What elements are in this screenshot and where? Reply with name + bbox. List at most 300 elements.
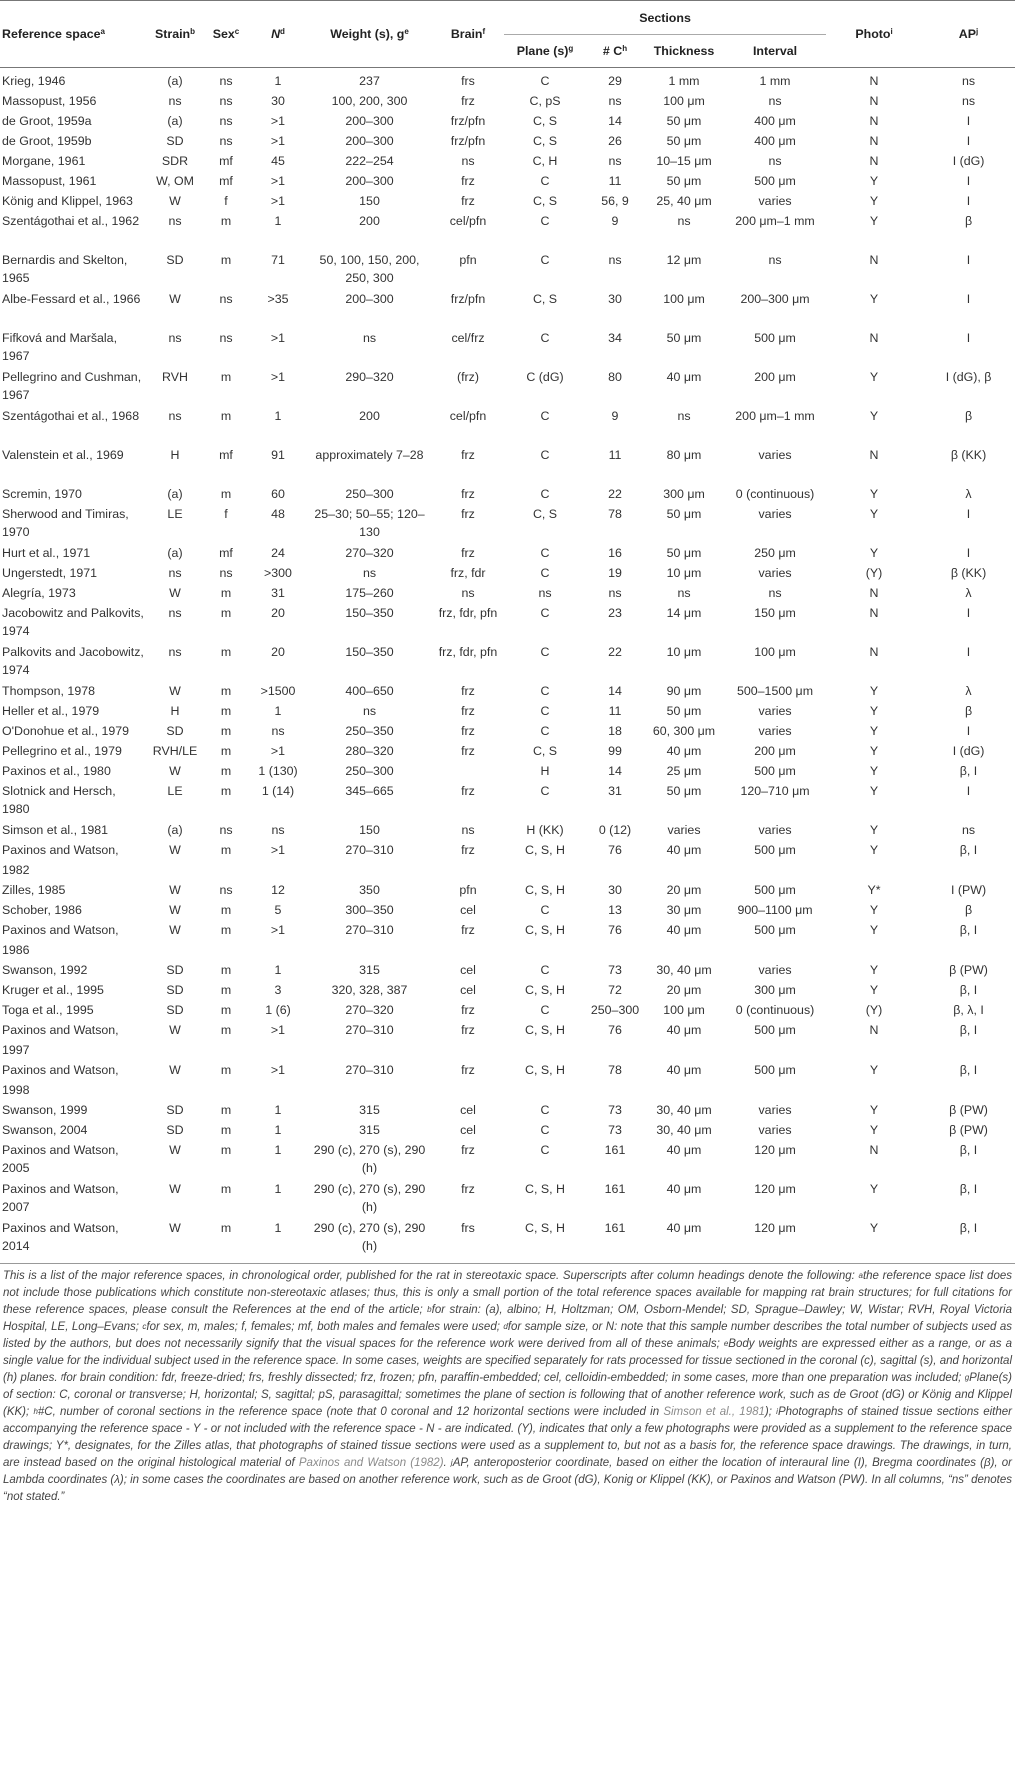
cell-thickness: 90 μm [666,684,702,698]
cell-weight: ns [362,704,377,718]
cell-thickness: 20 μm [666,883,702,897]
cell-photo: Y [869,963,879,977]
cell-interval: 500 μm [754,174,796,188]
cell-thickness: 30, 40 μm [656,1123,712,1137]
cell-interval: varies [758,1123,792,1137]
cell-sex: mf [219,154,233,168]
cell-ref: Jacobowitz and Palkovits, 1974 [2,606,144,638]
cell-nc: 78 [608,507,622,521]
table-row [0,1060,1015,1100]
cell-plane: C [540,253,550,267]
cell-interval: ns [768,253,782,267]
cell-strain: ns [168,566,182,580]
cell-brain: cel/pfn [449,409,487,423]
cell-nc: 26 [608,134,622,148]
cell-thickness: 40 μm [666,744,702,758]
cell-ref: Paxinos and Watson, 2005 [2,1143,119,1175]
cell-brain: frz [461,487,475,501]
table-body [0,68,1015,1258]
cell-nc: 23 [608,606,622,620]
cell-interval: varies [758,704,792,718]
cell-photo: Y [869,546,879,560]
cell-interval: varies [758,1103,792,1117]
cell-ap: β, λ, I [953,1003,984,1017]
cell-photo: Y [869,1182,879,1196]
cell-photo: Y [869,724,879,738]
cell-weight: 315 [359,1123,380,1137]
cell-interval: ns [768,94,782,108]
cell-thickness: 50 μm [666,174,702,188]
cell-brain: frz [461,744,475,758]
cell-ap: β, I [959,983,978,997]
cell-photo: Y [869,1123,879,1137]
cell-thickness: ns [677,586,691,600]
cell-plane: C [540,1103,550,1117]
cell-photo: Y* [867,883,881,897]
cell-photo: Y [869,983,879,997]
cell-strain: LE [167,784,183,798]
cell-brain: frz [461,507,475,521]
cell-strain: W [169,292,181,306]
cell-plane: C [540,546,550,560]
cell-thickness: 25 μm [666,764,702,778]
cell-plane: C, S [532,194,558,208]
cell-interval: 0 (continuous) [735,1003,815,1017]
cell-photo: Y [869,1103,879,1117]
cell-thickness: ns [677,214,691,228]
cell-thickness: 12 μm [666,253,702,267]
footnote-d-marker: d [503,1322,508,1331]
table-row [0,603,1015,642]
cell-sex: m [220,983,232,997]
cell-ref: Schober, 1986 [2,903,82,917]
cell-photo: Y [869,1063,879,1077]
cell-ap: ns [961,823,976,837]
cell-sex: m [220,704,232,718]
cell-plane: C, S [532,114,558,128]
cell-brain: frz [461,684,475,698]
cell-ap: β, I [959,764,978,778]
cell-n: 1 [274,409,282,423]
cell-strain: W [169,1221,181,1235]
cell-nc: 76 [608,1023,622,1037]
cell-plane: ns [538,586,552,600]
cell-strain: SD [166,1003,184,1017]
cell-nc: 0 (12) [598,823,632,837]
table-row [0,111,1015,131]
table-row [0,211,1015,250]
cell-weight: 270–320 [345,1003,394,1017]
cell-sex: m [220,1143,232,1157]
cell-nc: 13 [608,903,622,917]
cell-strain: SD [166,1103,184,1117]
cell-brain: frs [461,1221,475,1235]
table-row [0,91,1015,111]
cell-sex: mf [219,546,233,560]
cell-interval: ns [768,586,782,600]
cell-ap: ns [961,74,976,88]
cell-brain: frz [461,724,475,738]
cell-ref: Paxinos and Watson, 1998 [2,1063,119,1097]
cell-strain: W [169,764,181,778]
cell-photo: N [869,606,879,620]
cell-photo: Y [869,194,879,208]
cell-nc: 161 [604,1221,626,1235]
cell-weight: 222–254 [345,154,394,168]
table-row [0,900,1015,920]
table-row [0,701,1015,721]
cell-n: 3 [274,983,282,997]
cell-sex: m [220,409,232,423]
cell-brain: frz, fdr, pfn [438,606,498,620]
cell-strain: H [170,448,180,462]
cell-plane: C, S, H [525,1023,565,1037]
cell-strain: SD [166,253,184,267]
cell-plane: C, S, H [525,1063,565,1077]
cell-thickness: 14 μm [666,606,702,620]
cell-weight: approximately 7–28 [315,448,424,462]
cell-n: 1 [274,1103,282,1117]
cell-brain: frz [461,1023,475,1037]
cell-plane: C [540,784,550,798]
cell-brain: frz [461,923,475,937]
footnote-f: for brain condition: fdr, freeze-dried; frs, freshly dissected; frz, frozen; pfn, paraffin-embedded; cel, celloidin-embedded; in some cases, more than one preparation was included; [63,1372,962,1384]
cell-ref: Ungerstedt, 1971 [2,566,98,580]
footnote-h: #C, number of coronal sections in the reference space (note that 0 coronal and 12 horizontal sections were included in [37,1406,660,1418]
cell-interval: varies [758,724,792,738]
cell-sex: m [220,606,232,620]
cell-n: >1 [270,194,286,208]
cell-ref: Paxinos and Watson, 2007 [2,1182,119,1214]
cell-n: 30 [271,94,285,108]
cell-plane: C [540,448,550,462]
cell-ref: Krieg, 1946 [2,74,66,88]
cell-n: >300 [264,566,292,580]
cell-strain: SD [166,134,184,148]
table-row [0,289,1015,328]
cell-photo: Y [869,923,879,937]
cell-strain: ns [168,214,182,228]
cell-weight: 150 [359,194,380,208]
cell-strain: (a) [167,823,183,837]
cell-photo: Y [869,784,879,798]
cell-interval: ns [768,154,782,168]
cell-interval: 500 μm [754,1063,796,1077]
cell-brain: frz [461,843,475,857]
cell-n: 1 [274,963,282,977]
cell-n: 1 [274,74,282,88]
cell-thickness: 40 μm [666,1221,702,1235]
cell-weight: 345–665 [345,784,394,798]
cell-weight: 270–310 [345,1063,394,1077]
header-ap: $AP^j$ [958,27,979,41]
cell-photo: N [869,586,879,600]
cell-weight: 290 (c), 270 (s), 290 (h) [313,1182,426,1214]
cell-nc: 73 [608,1103,622,1117]
cell-sex: m [220,684,232,698]
cell-n: 1 [274,1143,282,1157]
cell-nc: ns [608,154,622,168]
cell-interval: 150 μm [754,606,796,620]
cell-ref: Palkovits and Jacobowitz, 1974 [2,645,144,677]
cell-weight: 200 [359,214,380,228]
cell-ap: I [966,194,971,208]
cell-ap: I [966,253,971,267]
cell-ref: Paxinos and Watson, 1982 [2,843,119,877]
cell-ap: I (dG) [952,154,985,168]
footnote-g-marker: g [964,1373,970,1382]
cell-weight: 300–350 [345,903,394,917]
cell-brain: pfn [459,253,477,267]
cell-sex: ns [219,74,233,88]
table-row [0,191,1015,211]
table-row [0,250,1015,289]
cell-thickness: 10–15 μm [656,154,712,168]
cell-n: 1 (14) [261,784,295,798]
footnote-d: for sample size, or N: note that this sample number describes the total number of subjects used as listed by the authors, but does not necessarily signify that the visual spaces for the reference work were derived from all of these animals; [3,1321,1012,1350]
header-sex: Sex$^c$ [212,27,240,41]
cell-plane: C [540,74,550,88]
cell-brain: frz/pfn [450,292,486,306]
cell-ap: β (KK) [950,566,987,580]
cell-interval: 900–1100 μm [737,903,813,917]
cell-thickness: 1 mm [668,74,700,88]
cell-weight: 175–260 [345,586,394,600]
cell-photo: N [869,331,879,345]
cell-photo: Y [869,684,879,698]
cell-plane: C, S, H [525,1221,565,1235]
cell-n: 45 [271,154,285,168]
cell-n: ns [271,724,285,738]
cell-sex: ns [219,566,233,580]
cell-ref: König and Klippel, 1963 [2,194,133,208]
cell-photo: N [869,94,879,108]
cell-brain: cel/frz [451,331,485,345]
table-row [0,781,1015,820]
cell-interval: varies [758,194,792,208]
cell-ap: I [966,724,971,738]
cell-strain: W [169,903,181,917]
cell-nc: 78 [608,1063,622,1077]
cell-thickness: 300 μm [663,487,705,501]
cell-photo: (Y) [865,1003,883,1017]
table-row [0,131,1015,151]
cell-nc: 99 [608,744,622,758]
cell-interval: 250 μm [754,546,796,560]
cell-ap: I [966,114,971,128]
cell-nc: 250–300 [590,1003,640,1017]
cell-sex: ns [219,114,233,128]
cell-strain: W [169,843,181,857]
cell-ref: Zilles, 1985 [2,883,66,897]
cell-interval: 400 μm [754,114,796,128]
cell-interval: 500 μm [754,331,796,345]
cell-nc: ns [608,94,622,108]
cell-sex: m [220,1023,232,1037]
citation-link-paxinos-watson-1982[interactable]: Paxinos and Watson (1982) [298,1457,444,1469]
cell-photo: N [869,1023,879,1037]
cell-sex: m [220,724,232,738]
cell-thickness: 20 μm [666,983,702,997]
cell-n: >1 [270,370,286,384]
footnote-f-marker: f [60,1373,64,1382]
cell-plane: C, S, H [525,983,565,997]
footnote-b: for strain: (a), albino; H, Holtzman; OM, Osborn-Mendel; SD, Sprague–Dawley; W, Wistar; RVH, Royal Victoria Hospital, LE, Long–Evans; [3,1304,1012,1333]
cell-thickness: 60, 300 μm [652,724,716,738]
cell-photo: N [869,645,879,659]
cell-weight: 290 (c), 270 (s), 290 (h) [313,1143,426,1175]
cell-photo: N [869,448,879,462]
cell-nc: 80 [608,370,622,384]
cell-brain: frz [461,94,475,108]
cell-photo: Y [869,292,879,306]
table-row [0,1100,1015,1120]
cell-nc: 161 [604,1182,626,1196]
cell-plane: C [540,645,550,659]
cell-strain: ns [168,331,182,345]
cell-strain: (a) [167,74,183,88]
cell-brain: pfn [459,883,477,897]
header-n: $N^d$ [271,27,285,41]
cell-n: 1 [274,1221,282,1235]
cell-weight: 270–310 [345,843,394,857]
cell-interval: 500–1500 μm [736,684,814,698]
cell-n: >1 [270,843,286,857]
cell-n: 1 (6) [265,1003,291,1017]
cell-ref: Swanson, 2004 [2,1123,88,1137]
cell-sex: m [220,1221,232,1235]
cell-strain: ns [168,645,182,659]
cell-sex: m [220,1123,232,1137]
cell-strain: SD [166,963,184,977]
cell-n: >35 [267,292,289,306]
cell-ap: β, I [959,843,978,857]
cell-interval: varies [758,823,792,837]
cell-n: 24 [271,546,285,560]
cell-ref: Morgane, 1961 [2,154,86,168]
cell-plane: H (KK) [526,823,564,837]
cell-weight: 290–320 [345,370,394,384]
cell-nc: 9 [611,409,619,423]
cell-strain: W, OM [156,174,194,188]
cell-weight: 150–350 [345,645,394,659]
cell-ref: Simson et al., 1981 [2,823,109,837]
citation-link-simson-1981[interactable]: Simson et al., 1981 [663,1406,765,1418]
cell-weight: 50, 100, 150, 200, 250, 300 [319,253,420,285]
cell-thickness: 10 μm [666,566,702,580]
cell-sex: m [220,1003,232,1017]
cell-strain: W [169,1143,181,1157]
cell-weight: 350 [359,883,380,897]
cell-ref: Kruger et al., 1995 [2,983,104,997]
cell-sex: m [220,784,232,798]
cell-ap: I [966,174,971,188]
cell-nc: 76 [608,923,622,937]
cell-n: 31 [271,586,285,600]
cell-ref: Albe-Fessard et al., 1966 [2,292,141,306]
footnote-i-end: . [443,1457,447,1469]
cell-plane: C, S [532,292,558,306]
cell-plane: C, S, H [525,923,565,937]
cell-sex: ns [219,331,233,345]
cell-interval: 300 μm [754,983,796,997]
cell-plane: C [540,1143,550,1157]
cell-interval: 200 μm–1 mm [735,214,815,228]
cell-weight: 200–300 [345,134,394,148]
cell-brain: cel [460,903,476,917]
cell-brain: frz [461,784,475,798]
cell-ref: Szentágothai et al., 1968 [2,409,140,423]
cell-interval: 200–300 μm [740,292,810,306]
cell-photo: Y [869,704,879,718]
cell-nc: 30 [608,292,622,306]
cell-sex: ns [219,883,233,897]
cell-ap: λ [965,586,972,600]
cell-photo: N [869,1143,879,1157]
cell-thickness: ns [677,409,691,423]
cell-brain: frz [461,1182,475,1196]
cell-weight: ns [362,331,377,345]
cell-thickness: 40 μm [666,843,702,857]
cell-sex: ns [219,134,233,148]
cell-weight: 100, 200, 300 [331,94,408,108]
cell-ref: de Groot, 1959a [2,114,92,128]
cell-interval: 120 μm [754,1221,796,1235]
cell-sex: mf [219,174,233,188]
footnote-i-marker: i [776,1407,778,1416]
cell-sex: m [220,645,232,659]
header-reference-space: Reference space$^a$ [2,27,105,41]
cell-ap: ns [961,94,976,108]
cell-brain: cel/pfn [449,214,487,228]
table-header [0,1,1015,68]
cell-thickness: 40 μm [666,1143,702,1157]
table-row [0,543,1015,563]
cell-ref: Swanson, 1992 [2,963,88,977]
cell-nc: 14 [608,764,622,778]
cell-photo: Y [869,843,879,857]
cell-weight: 315 [359,1103,380,1117]
cell-sex: m [220,1182,232,1196]
cell-nc: 22 [608,645,622,659]
cell-photo: Y [869,487,879,501]
cell-n: ns [271,823,285,837]
cell-nc: ns [608,253,622,267]
cell-ap: I (dG), β [945,370,992,384]
cell-sex: m [220,764,232,778]
cell-ap: β [964,409,973,423]
cell-nc: 73 [608,963,622,977]
header-sections: Sections [504,1,826,35]
cell-weight: 200–300 [345,292,394,306]
table-row [0,484,1015,504]
cell-weight: 200–300 [345,114,394,128]
cell-n: 20 [271,606,285,620]
cell-weight: 150 [359,823,380,837]
cell-strain: W [169,1063,181,1077]
cell-thickness: 40 μm [666,370,702,384]
cell-ap: I [966,507,971,521]
cell-brain [432,761,504,781]
cell-ap: I [966,645,971,659]
footnote-e: Body weights are expressed either as a range, or as a single value for the individual subject used in the reference space. In some cases, weights are specified separately for rats processed for tissue sectioned in the coronal (c), sagittal (s), and horizontal (h) planes. [3,1338,1012,1384]
cell-interval: varies [758,566,792,580]
cell-ap: β (PW) [949,1123,988,1137]
cell-thickness: 30, 40 μm [656,1103,712,1117]
cell-plane: C [540,704,550,718]
cell-ref: Sherwood and Timiras, 1970 [2,507,129,539]
cell-ref: Toga et al., 1995 [2,1003,94,1017]
